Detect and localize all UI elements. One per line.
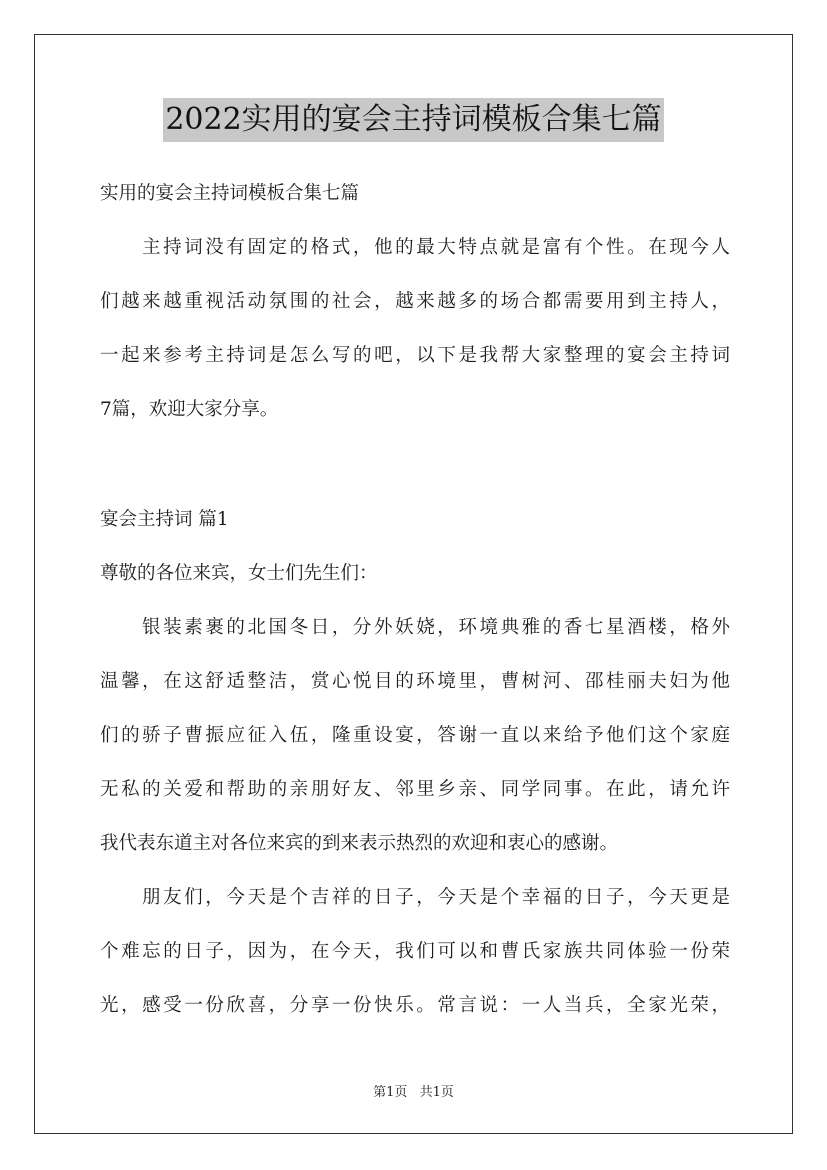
document-subtitle: 实用的宴会主持词模板合集七篇	[100, 183, 360, 204]
intro-line: 7篇，欢迎大家分享。	[100, 399, 279, 420]
document-title: 2022实用的宴会主持词模板合集七篇	[163, 98, 663, 142]
paragraph-line: 无私的关爱和帮助的亲朋好友、邻里乡亲、同学同事。在此，请允许	[100, 779, 730, 800]
paragraph-line: 们的骄子曹振应征入伍，隆重设宴，答谢一直以来给予他们这个家庭	[100, 725, 730, 746]
page-number: 第1页	[373, 1085, 408, 1100]
page-total: 共1页	[419, 1085, 454, 1100]
title-container	[0, 98, 827, 142]
greeting: 尊敬的各位来宾，女士们先生们：	[100, 563, 378, 584]
paragraph-line: 银装素裹的北国冬日，分外妖娆，环境典雅的香七星酒楼，格外	[142, 617, 730, 638]
paragraph-line: 我代表东道主对各位来宾的到来表示热烈的欢迎和衷心的感谢。	[100, 833, 619, 854]
paragraph-line: 朋友们，今天是个吉祥的日子，今天是个幸福的日子，今天更是	[142, 887, 730, 908]
paragraph-line: 光，感受一份欣喜，分享一份快乐。常言说：一人当兵，全家光荣，	[100, 995, 730, 1016]
page-footer	[0, 1084, 827, 1102]
paragraph-line: 个难忘的日子，因为，在今天，我们可以和曹氏家族共同体验一份荣	[100, 941, 730, 962]
paragraph-line: 温馨，在这舒适整洁，赏心悦目的环境里，曹树河、邵桂丽夫妇为他	[100, 671, 730, 692]
intro-line: 们越来越重视活动氛围的社会，越来越多的场合都需要用到主持人，	[100, 291, 730, 312]
intro-line: 主持词没有固定的格式，他的最大特点就是富有个性。在现今人	[142, 237, 730, 258]
intro-line: 一起来参考主持词是怎么写的吧，以下是我帮大家整理的宴会主持词	[100, 345, 730, 366]
section-heading: 宴会主持词 篇1	[100, 509, 229, 530]
